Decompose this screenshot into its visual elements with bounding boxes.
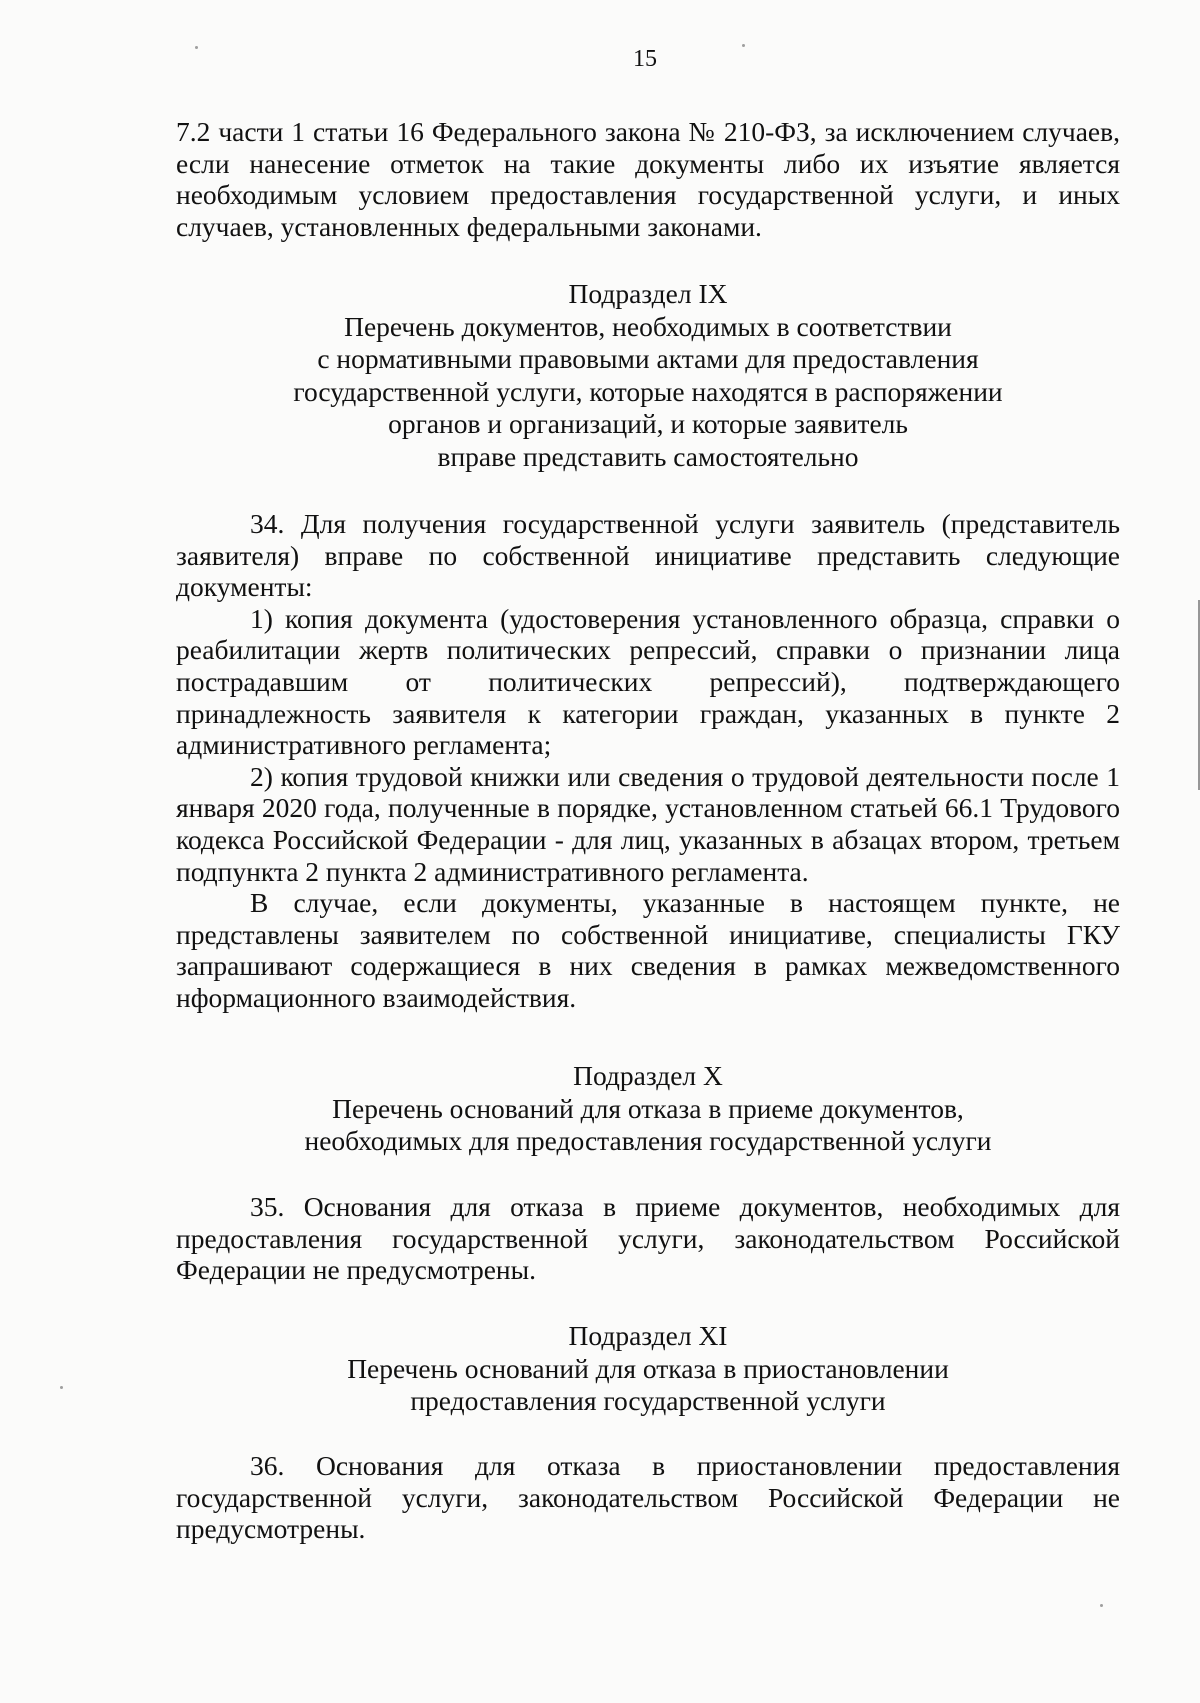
paragraph-34-intro: 34. Для получения государственной услуги заявитель (представитель заявителя) вправе по собственной инициативе представить следующие документы: [176,508,1120,603]
subsection-9-title-line: государственной услуги, которые находятся в распоряжении [293,375,1003,407]
subsection-10-label: Подраздел X [573,1060,723,1091]
scan-speck [195,46,198,49]
scan-speck [60,1386,63,1389]
subsection-9-heading [176,278,1120,473]
subsection-9-title-line: с нормативными правовыми актами для предоставления [317,343,979,374]
subsection-10-title-line: Перечень оснований для отказа в приеме документов, [332,1092,964,1124]
continuation-paragraph [176,116,1120,242]
subsection-11-title-line: Перечень оснований для отказа в приостановлении [347,1352,949,1384]
paragraph-34-closing: В случае, если документы, указанные в настоящем пункте, не представлены заявителем по собственной инициативе, специалисты ГКУ запрашивают содержащиеся в них сведения в рамках межведомственного нформационного взаимодействия. [176,887,1120,1013]
subsection-9-title-line: Перечень документов, необходимых в соответствии [344,310,952,342]
paragraph-36-text: 36. Основания для отказа в приостановлении предоставления государственной услуги, законодательством Российской Федерации не предусмотрены. [176,1450,1120,1545]
scan-speck [742,44,745,47]
paragraph-35-text: 35. Основания для отказа в приеме документов, необходимых для предоставления государственной услуги, законодательством Российской Федерации не предусмотрены. [176,1191,1120,1286]
continuation-text: 7.2 части 1 статьи 16 Федерального закона № 210-ФЗ, за исключением случаев, если нанесение отметок на такие документы либо их изъятие является необходимым условием предоставления государственной услуги, и иных случаев, установленных федеральными законами. [176,116,1120,242]
subsection-11-title-line: предоставления государственной услуги [410,1385,886,1416]
subsection-11-label: Подраздел XI [568,1320,728,1351]
paragraph-35 [176,1191,1120,1286]
paragraph-34-item-2: 2) копия трудовой книжки или сведения о трудовой деятельности после 1 января 2020 года, полученные в порядке, установленном статьей 66.1 Трудового кодекса Российской Федерации - для лиц, указанных в абзацах втором, третьем подпункта 2 пункта 2 административного регламента. [176,760,1120,887]
subsection-9-label: Подраздел IX [568,278,728,309]
paragraph-34 [176,508,1120,1014]
paragraph-34-item-1: 1) копия документа (удостоверения установленного образца, справки о реабилитации жертв политических репрессий, справки о признании лица пострадавшим от политических репрессий), подтверждающего принадлежность заявителя к категории граждан, указанных в пункте 2 административного регламента; [176,602,1120,761]
subsection-11-heading [176,1320,1120,1418]
subsection-10-title-line: необходимых для предоставления государственной услуги [304,1125,992,1156]
scan-speck [1100,1604,1103,1607]
subsection-9-title-line: вправе представить самостоятельно [437,440,859,472]
paragraph-36 [176,1450,1120,1545]
subsection-9-title-line: органов и организаций, и которые заявитель [388,408,908,439]
page-number: 15 [633,46,657,72]
subsection-10-heading [176,1060,1120,1158]
